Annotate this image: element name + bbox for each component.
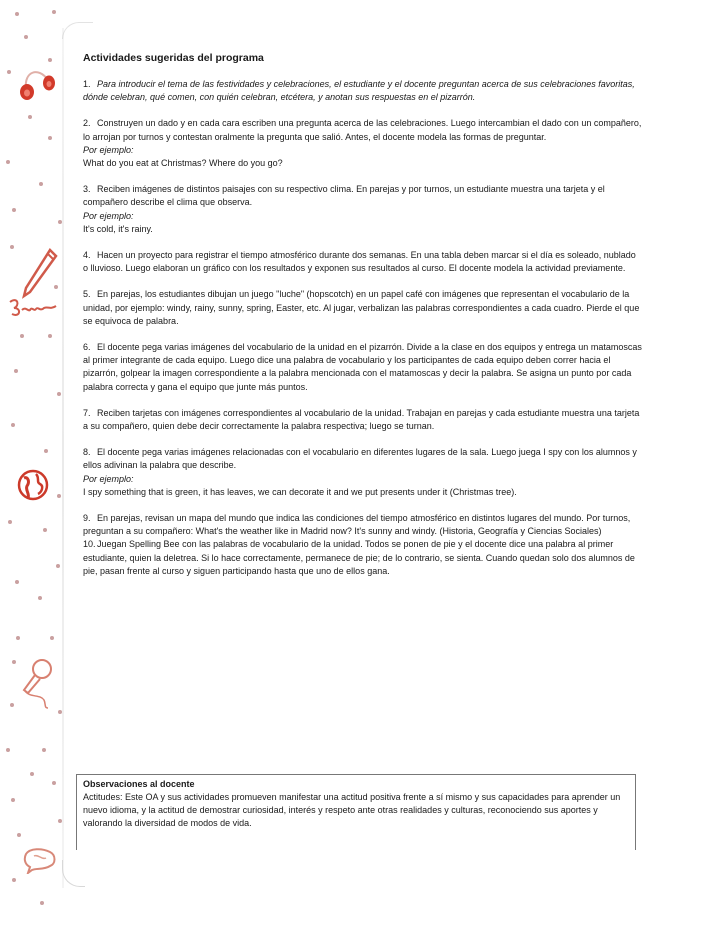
item-number: 6. [83, 342, 91, 353]
example-text: It's cold, it's rainy. [83, 223, 153, 234]
page-border-left [62, 28, 64, 888]
item-number: 2. [83, 118, 91, 129]
item-number: 5. [83, 289, 91, 300]
item-number: 1. [83, 79, 91, 89]
globe-icon [16, 468, 50, 502]
speech-bubble-icon [22, 846, 58, 874]
activity-item-1 [83, 78, 643, 104]
example-text: I spy something that is green, it has leaves, we can decorate it and we put presents under it (Christmas tree). [83, 486, 517, 497]
item-text: Reciben tarjetas con imágenes correspondientes al vocabulario de la unidad. Trabajan en parejas y cada estudiante muestra una tarjeta a su compañero, quien debe decir correctamente la palabra respectiva; luego se turnan. [83, 407, 640, 432]
item-text: Hacen un proyecto para registrar el tiempo atmosférico durante dos semanas. En una tabla deben marcar si el día es soleado, nublado o lluvioso. Luego elaboran un gráfico con los resultados y exponen sus resultados al curso. El docente modela la actividad previamente. [83, 250, 636, 274]
item-text: El docente pega varias imágenes relacionadas con el vocabulario en diferentes lugares de la sala. Luego juega I spy con los alumnos y ellos adivinan la palabra que describe. [83, 447, 637, 471]
decorative-margin [0, 0, 70, 930]
item-number: 7. [83, 407, 91, 418]
activity-item-2 [83, 117, 643, 170]
microphone-icon [14, 656, 60, 710]
item-number: 8. [83, 447, 91, 458]
activity-item-6 [83, 341, 643, 394]
item-text: En parejas, los estudiantes dibujan un juego "luche" (hopscotch) en un papel café con imágenes que representan el vocabulario de la unidad, por ejemplo: windy, rainy, sunny, spring, Easter, etc. Al jugar, verbalizan las palabras correspondientes a cada cuadro. Pierde el que se equivoca de palabra. [83, 289, 640, 326]
page-title: Actividades sugeridas del programa [83, 52, 264, 64]
example-label: Por ejemplo: [83, 210, 134, 221]
example-text: What do you eat at Christmas? Where do you go? [83, 158, 283, 169]
observations-text: Actitudes: Este OA y sus actividades promueven manifestar una actitud positiva frente a sí mismo y sus capacidades para aprender un nuevo idioma, y la actitud de demostrar curiosidad, interés y respeto ante otras realidades y culturas, reconociendo sus aportes y valorando la diversidad de modos de vida. [83, 792, 621, 828]
activity-item-9 [83, 512, 643, 538]
item-number: 9. [83, 513, 91, 524]
item-text: Reciben imágenes de distintos paisajes con su respectivo clima. En parejas y por turnos, un estudiante muestra una tarjeta y el compañero describe el clima que observa. [83, 184, 605, 208]
headphones-icon [14, 58, 60, 104]
activity-item-5 [83, 288, 643, 328]
item-number: 3. [83, 184, 91, 195]
pencil-icon [4, 246, 64, 320]
item-text: Para introducir el tema de las festividades y celebraciones, el estudiante y el docente preguntan acerca de sus celebraciones favoritas, dónde celebran, qué comen, con quién celebran, etcétera, y anotan sus respuestas en el pizarrón. [83, 79, 635, 103]
activity-item-4 [83, 249, 643, 275]
example-label: Por ejemplo: [83, 144, 134, 155]
teacher-observations-box [76, 774, 636, 850]
document-body [83, 52, 643, 591]
item-text: En parejas, revisan un mapa del mundo que indica las condiciones del tiempo atmosférico en distintos lugares del mundo. Por turnos, preguntan a su compañero: What's the weather like in Madrid now? It's sunny and windy. (Historia, Geografía y Ciencias Sociales) [83, 513, 631, 537]
item-text: El docente pega varias imágenes del vocabulario de la unidad en el pizarrón. Divide a la clase en dos equipos y entrega un matamoscas al primer integrante de cada equipo. Luego dice una palabra de vocabulario y los participantes de cada equipo deben correr hacia el pizarrón, golpear la imagen correspondiente a la palabra mencionada con el matamoscas y decir la palabra. Se asigna un punto por cada palabra correcta y gana el equipo que junte más puntos. [83, 342, 642, 392]
item-number: 10. [83, 539, 96, 550]
item-text: Construyen un dado y en cada cara escriben una pregunta acerca de las celebraciones. Luego intercambian el dado con un compañero, lo arrojan por turnos y contestan oralmente la pregunta que salió. Antes, el docente modela las formas de preguntar. [83, 118, 642, 142]
item-number: 4. [83, 250, 91, 261]
activity-item-3 [83, 183, 643, 236]
item-text: Juegan Spelling Bee con las palabras de vocabulario de la unidad. Todos se ponen de pie y el docente dice una palabra al primer estudiante, quien la deletrea. Si lo hace correctamente, permanece de pie; de lo contrario, se sienta. Cuando quedan solo dos alumnos de pie, pasan frente al curso y siguen participando hasta que uno de ellos gana. [83, 539, 635, 576]
example-label: Por ejemplo: [83, 473, 134, 484]
activity-item-7 [83, 407, 643, 433]
activity-item-8 [83, 446, 643, 499]
observations-title: Observaciones al docente [83, 779, 195, 789]
activity-item-10 [83, 538, 643, 578]
